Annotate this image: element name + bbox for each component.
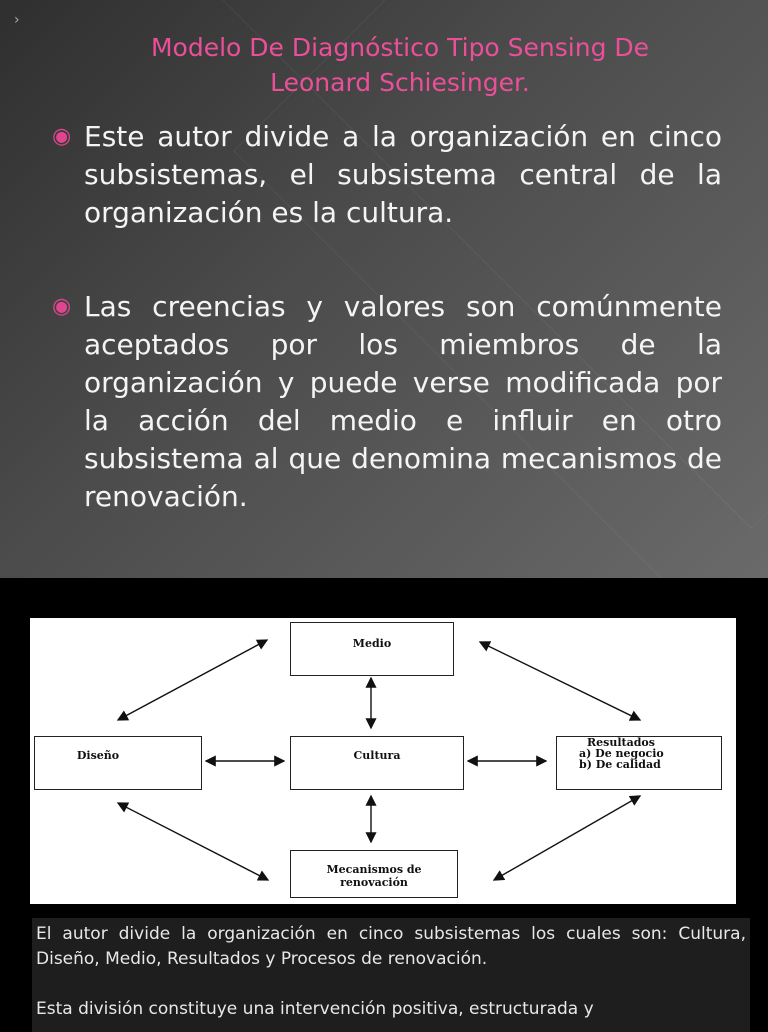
caption-paragraph-2: Esta división constituye una intervención positiva, estructurada y xyxy=(36,999,594,1019)
sensing-diagram xyxy=(30,618,736,904)
arrow-diseno-mecanismos xyxy=(118,803,268,880)
box-resultados-title: Resultados xyxy=(587,736,655,749)
box-resultados-b: b) De calidad xyxy=(579,758,661,771)
bullet-icon: ◉ xyxy=(52,294,72,319)
arrow-resultados-mecanismos xyxy=(494,796,640,880)
box-cultura-label: Cultura xyxy=(353,749,401,762)
bullet-text: Este autor divide a la organización en cinco subsistemas, el subsistema central de la organización es la cultura. xyxy=(84,120,722,229)
box-resultados-a: a) De negocio xyxy=(579,747,664,760)
box-resultados xyxy=(556,736,722,790)
box-diseno-label: Diseño xyxy=(76,749,120,762)
bullet-text: Las creencias y valores son comúnmente aceptados por los miembros de la organización y puede verse modificada por la acción del medio e influir en otro subsistema al que denomina mecanismos de renovación. xyxy=(84,290,722,513)
arrow-medio-resultados xyxy=(480,642,640,720)
box-mecanismos-line-1: Mecanismos de xyxy=(326,863,422,876)
box-mecanismos xyxy=(290,850,458,898)
caption-text xyxy=(32,918,750,1032)
box-cultura xyxy=(290,736,464,790)
box-medio xyxy=(290,622,454,676)
title-line-2: Leonard Schiesinger. xyxy=(270,68,530,97)
box-diseno xyxy=(34,736,202,790)
box-mecanismos-line-2: renovación xyxy=(340,876,408,889)
title-line-1: Modelo De Diagnóstico Tipo Sensing De xyxy=(150,33,650,62)
arrow-medio-diseno xyxy=(118,640,267,720)
slide-title xyxy=(60,30,740,100)
box-medio-label: Medio xyxy=(352,637,392,650)
bullet-icon: ◉ xyxy=(52,124,72,149)
caption-paragraph-1: El autor divide la organización en cinco subsistemas los cuales son: Cultura, Diseño, Medio, Resultados y Procesos de renovación. xyxy=(36,924,746,969)
chevron-right-icon: › xyxy=(14,12,20,28)
